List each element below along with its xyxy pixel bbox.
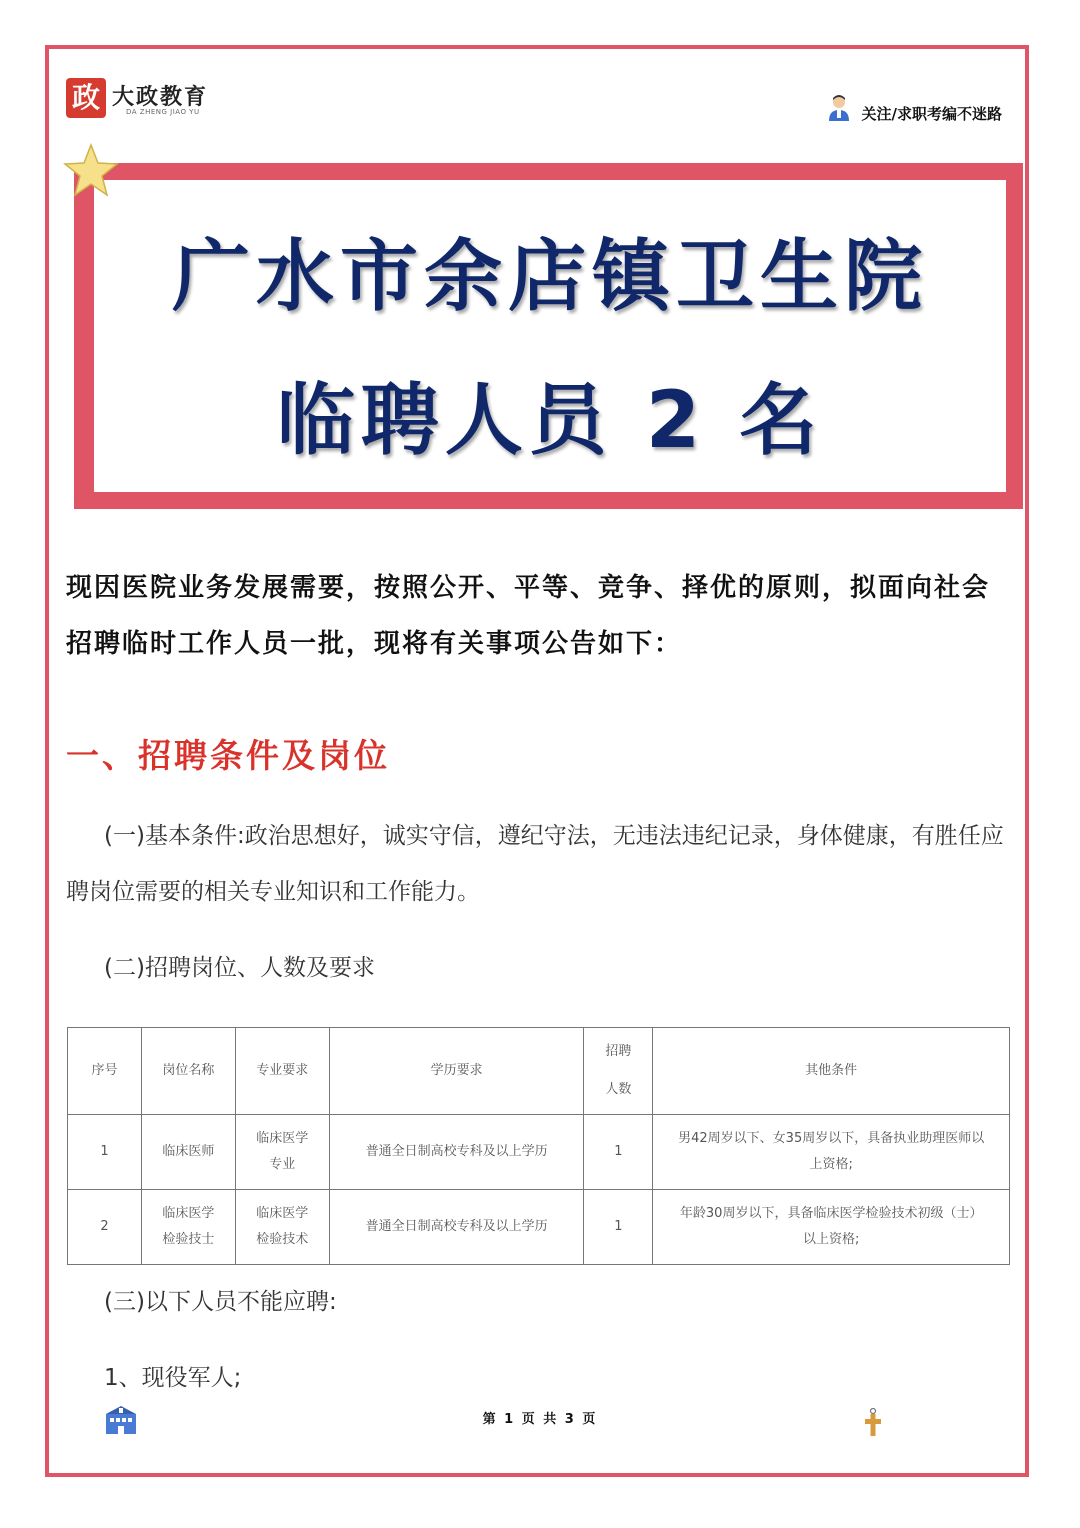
positions-heading: (二)招聘岗位、人数及要求	[104, 955, 375, 981]
cell-other	[653, 1190, 1010, 1265]
header-count	[584, 1028, 653, 1115]
cell-major	[235, 1190, 329, 1265]
table-header-row	[68, 1028, 1010, 1115]
excluded-item-1: 1、现役军人;	[104, 1365, 242, 1391]
cross-pendant-icon	[862, 1408, 884, 1438]
cell-major-line-1: 临床医学	[256, 1206, 309, 1221]
cell-major-line-2: 检验技术	[256, 1232, 309, 1247]
cell-other	[653, 1115, 1010, 1190]
cell-major-line-2: 专业	[269, 1157, 296, 1172]
cell-count: 1	[584, 1115, 653, 1190]
cell-no: 1	[68, 1115, 142, 1190]
user-avatar-icon	[826, 93, 852, 123]
excluded-heading: (三)以下人员不能应聘:	[104, 1289, 337, 1315]
table-row	[68, 1190, 1010, 1265]
section-heading-recruitment: 一、招聘条件及岗位	[66, 736, 390, 775]
cell-position-line-2: 检验技士	[162, 1232, 215, 1247]
logo-mark-icon: 政	[66, 78, 106, 118]
cell-no: 2	[68, 1190, 142, 1265]
header-position: 岗位名称	[141, 1028, 235, 1115]
cell-position-line-1: 临床医学	[162, 1206, 215, 1221]
star-icon	[62, 142, 120, 200]
header-count-line-2: 人数	[605, 1082, 632, 1097]
cell-other-line-1: 年龄30周岁以下，具备临床医学检验技术初级（士）	[679, 1206, 983, 1221]
cell-count: 1	[584, 1190, 653, 1265]
cell-other-line-2: 以上资格;	[802, 1232, 860, 1247]
cell-other-line-2: 上资格;	[809, 1157, 853, 1172]
page-number: 第 1 页 共 3 页	[482, 1412, 598, 1427]
cell-position-line-1: 临床医师	[162, 1144, 215, 1159]
table-row	[68, 1115, 1010, 1190]
follow-banner	[826, 92, 1002, 124]
page-title-line-1: 广水市余店镇卫生院	[171, 232, 928, 322]
cell-education: 普通全日制高校专科及以上学历	[329, 1115, 584, 1190]
cell-position	[141, 1190, 235, 1265]
header-no: 序号	[68, 1028, 142, 1115]
follow-text: 关注/求职考编不迷路	[861, 104, 1002, 123]
brand-logo	[66, 78, 216, 124]
logo-subtitle: DA ZHENG JIAO YU	[126, 108, 200, 116]
header-other: 其他条件	[653, 1028, 1010, 1115]
basic-conditions: (一)基本条件:政治思想好，诚实守信，遵纪守法，无违法违纪记录，身体健康，有胜任应聘岗位需要的相关专业知识和工作能力。	[66, 823, 1004, 905]
positions-table	[67, 1027, 1010, 1265]
cell-position	[141, 1115, 235, 1190]
header-count-line-1: 招聘	[605, 1044, 632, 1059]
title-box	[94, 180, 1006, 492]
intro-paragraph: 现因医院业务发展需要，按照公开、平等、竞争、择优的原则，拟面向社会招聘临时工作人员一批，现将有关事项公告如下：	[66, 573, 991, 659]
cell-other-line-1: 男42周岁以下、女35周岁以下，具备执业助理医师以	[678, 1131, 985, 1146]
logo-name: 大政教育	[112, 84, 209, 110]
cell-major	[235, 1115, 329, 1190]
header-education: 学历要求	[329, 1028, 584, 1115]
page-title-line-2: 临聘人员 2 名	[276, 376, 824, 466]
cell-major-line-1: 临床医学	[256, 1131, 309, 1146]
header-major: 专业要求	[235, 1028, 329, 1115]
cell-education: 普通全日制高校专科及以上学历	[329, 1190, 584, 1265]
